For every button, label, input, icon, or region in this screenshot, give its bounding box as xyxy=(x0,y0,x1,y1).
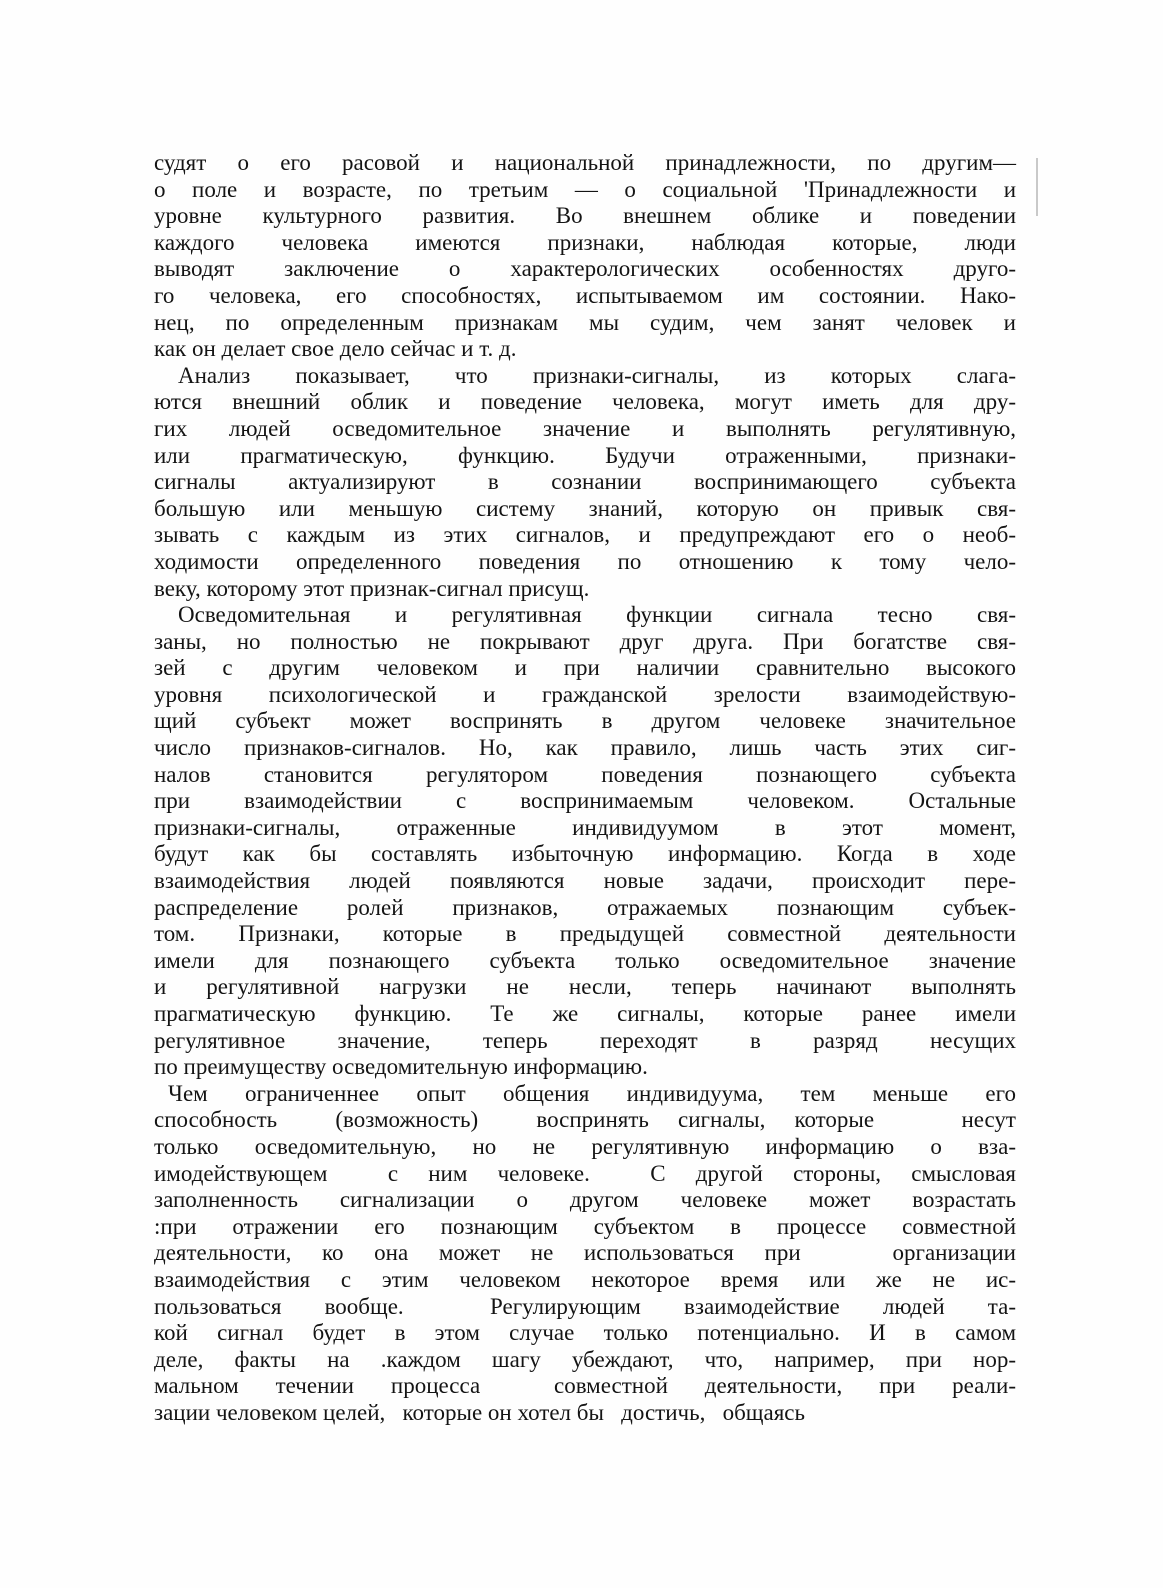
text-line: число признаков-сигналов. Но, как правило, лишь часть этих сиг- xyxy=(154,735,1016,761)
text-line: деятельности, ко она может не использоваться при организации xyxy=(154,1240,1016,1266)
text-line: Анализ показывает, что признаки-сигналы, из которых слага- xyxy=(178,362,1016,388)
paragraph xyxy=(154,1081,1016,1427)
text-line: способность (возможность) воспринять сигналы, которые несут xyxy=(154,1107,1016,1133)
text-line: ходимости определенного поведения по отношению к тому чело- xyxy=(154,548,1016,574)
text-line: зации человеком целей, которые он хотел бы достичь, общаясь xyxy=(154,1399,805,1425)
text-line: ются внешний облик и поведение человека, могут иметь для дру- xyxy=(154,389,1016,415)
text-line: кой сигнал будет в этом случае только потенциально. И в самом xyxy=(154,1320,1016,1346)
text-line: нец, по определенным признакам мы судим, чем занят человек и xyxy=(154,309,1016,335)
text-line: пользоваться вообще. Регулирующим взаимодействие людей та- xyxy=(154,1293,1016,1319)
text-line: уровне культурного развития. Во внешнем облике и поведении xyxy=(154,203,1016,229)
text-line: судят о его расовой и национальной принадлежности, по другим— xyxy=(154,150,1016,175)
text-line: :при отражении его познающим субъектом в процессе совместной xyxy=(154,1213,1016,1239)
text-line: том. Признаки, которые в предыдущей совместной деятельности xyxy=(154,921,1016,947)
text-line: деле, факты на .каждом шагу убеждают, что, например, при нор- xyxy=(154,1346,1016,1372)
scan-edge-artifact xyxy=(1036,158,1038,216)
text-line: сигналы актуализируют в сознании воспринимающего субъекта xyxy=(154,469,1016,495)
text-line: Чем ограниченнее опыт общения индивидуума, тем меньше его xyxy=(168,1080,1016,1106)
text-line: как он делает свое дело сейчас и т. д. xyxy=(154,336,517,362)
text-block xyxy=(154,150,1016,1427)
text-line: при взаимодействии с воспринимаемым человеком. Остальные xyxy=(154,788,1016,814)
text-line: выводят заключение о характерологических особенностях друго- xyxy=(154,256,1016,282)
text-line: налов становится регулятором поведения познающего субъекта xyxy=(154,761,1016,787)
text-line: веку, которому этот признак-сигнал присущ. xyxy=(154,575,590,601)
text-line: заполненность сигнализации о другом человеке может возрастать xyxy=(154,1187,1016,1213)
text-line: большую или меньшую систему знаний, которую он привык свя- xyxy=(154,495,1016,521)
text-line: мальном течении процесса совместной деятельности, при реали- xyxy=(154,1373,1016,1399)
text-line: по преимуществу осведомительную информацию. xyxy=(154,1054,648,1080)
text-line: гих людей осведомительное значение и выполнять регулятивную, xyxy=(154,415,1016,441)
text-line: имели для познающего субъекта только осведомительное значение xyxy=(154,947,1016,973)
text-line: о поле и возрасте, по третьим — о социальной 'Принадлежности и xyxy=(154,176,1016,202)
paragraph xyxy=(154,602,1016,1081)
text-line: или прагматическую, функцию. Будучи отраженными, признаки- xyxy=(154,442,1016,468)
text-line: будут как бы составлять избыточную информацию. Когда в ходе xyxy=(154,841,1016,867)
text-line: имодействующем с ним человеке. С другой стороны, смысловая xyxy=(154,1160,1016,1186)
text-line: регулятивное значение, теперь переходят в разряд несущих xyxy=(154,1027,1016,1053)
text-line: уровня психологической и гражданской зрелости взаимодействую- xyxy=(154,681,1016,707)
text-line: каждого человека имеются признаки, наблюдая которые, люди xyxy=(154,229,1016,255)
text-line: Осведомительная и регулятивная функции сигнала тесно свя- xyxy=(178,602,1016,628)
text-line: только осведомительную, но не регулятивную информацию о вза- xyxy=(154,1133,1016,1159)
text-line: прагматическую функцию. Те же сигналы, которые ранее имели xyxy=(154,1001,1016,1026)
text-line: зывать с каждым из этих сигналов, и предупреждают его о необ- xyxy=(154,522,1016,548)
text-line: взаимодействия с этим человеком некоторое время или же не ис- xyxy=(154,1266,1016,1292)
text-line: зей с другим человеком и при наличии сравнительно высокого xyxy=(154,655,1016,681)
paragraph xyxy=(154,150,1016,363)
text-line: щий субъект может воспринять в другом человеке значительное xyxy=(154,708,1016,734)
text-line: и регулятивной нагрузки не несли, теперь начинают выполнять xyxy=(154,974,1016,1000)
text-line: го человека, его способностях, испытываемом им состоянии. Нако- xyxy=(154,282,1016,308)
text-line: взаимодействия людей появляются новые задачи, происходит пере- xyxy=(154,868,1016,894)
text-line: заны, но полностью не покрывают друг друга. При богатстве свя- xyxy=(154,628,1016,654)
paragraph xyxy=(154,363,1016,602)
text-line: признаки-сигналы, отраженные индивидуумом в этот момент, xyxy=(154,814,1016,840)
text-line: распределение ролей признаков, отражаемых познающим субъек- xyxy=(154,894,1016,920)
